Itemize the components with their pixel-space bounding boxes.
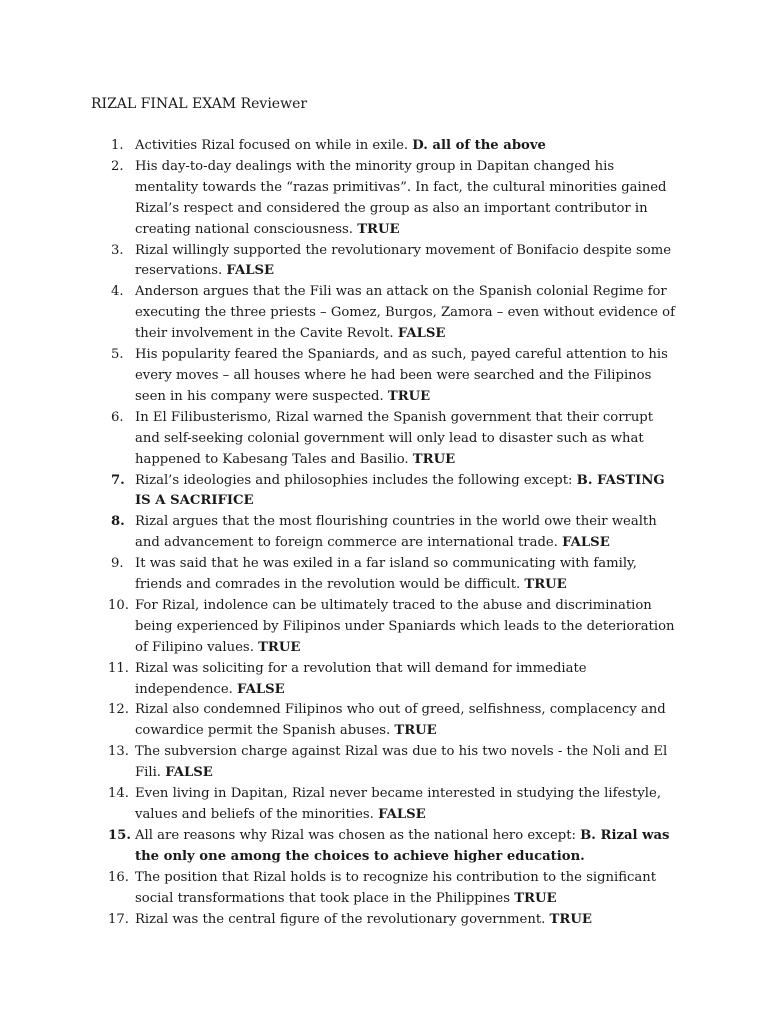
question-list (0, 136, 768, 930)
question-answer: B. FASTING IS A SACRIFICE (135, 472, 665, 509)
question-text: In El Filibusterismo, Rizal warned the Spanish government that their corrupt and self-seeking colonial government will only lead to disaster such as what happened to Kabesang Tales and Basilio. (135, 409, 654, 467)
question-answer: TRUE (549, 911, 592, 927)
question-item (0, 596, 675, 659)
question-text: The subversion charge against Rizal was due to his two novels - the Noli and El Fili. (135, 744, 668, 781)
question-answer: FALSE (165, 765, 213, 781)
question-number: 12. (108, 702, 129, 718)
question-item (0, 282, 675, 345)
question-text: Rizal also condemned Filipinos who out of greed, selfishness, complacency and cowardice permit the Spanish abuses. (135, 702, 666, 739)
question-item (0, 700, 675, 742)
question-number: 2. (111, 158, 124, 174)
question-item (0, 512, 675, 554)
question-item (0, 408, 675, 471)
question-answer: TRUE (412, 451, 456, 467)
question-answer: TRUE (258, 639, 301, 655)
question-answer: FALSE (226, 263, 275, 279)
question-item (0, 659, 675, 701)
question-text: Activities Rizal focused on while in exile. (135, 138, 413, 153)
question-number: 8. (111, 514, 125, 530)
question-number: 17. (108, 911, 129, 927)
question-answer: TRUE (524, 577, 567, 593)
question-number: 6. (111, 409, 124, 425)
question-number: 3. (111, 242, 124, 258)
question-text: Anderson argues that the Fili was an attack on the Spanish colonial Regime for executing the three priests – Gomez, Burgos, Zamora – even without evidence of their involvement in the Cavite Revolt. (135, 284, 675, 342)
question-answer: FALSE (237, 681, 285, 697)
question-text: For Rizal, indolence can be ultimately traced to the abuse and discrimination being experienced by Filipinos under Spaniards which leads to the deterioration of Filipino values. (135, 597, 675, 655)
question-text: Rizal argues that the most flourishing countries in the world owe their wealth and advancement to foreign commerce are international trade. (135, 514, 657, 551)
question-answer: TRUE (514, 890, 557, 906)
question-answer: TRUE (387, 388, 431, 404)
question-item (0, 345, 675, 408)
question-item (0, 868, 675, 910)
question-number: 16. (108, 869, 129, 885)
question-number: 1. (111, 138, 124, 153)
question-answer: TRUE (394, 723, 437, 739)
question-item (0, 157, 675, 241)
question-text: Rizal was soliciting for a revolution that will demand for immediate independence. (135, 660, 587, 697)
question-answer: B. Rizal was the only one among the choices to achieve higher education. (135, 827, 670, 864)
question-number: 9. (111, 556, 124, 572)
question-item (0, 136, 675, 157)
question-text: Rizal was the central figure of the revolutionary government. (135, 911, 550, 927)
question-text: It was said that he was exiled in a far island so communicating with family, friends and comrades in the revolution would be difficult. (135, 556, 637, 593)
question-item (0, 554, 675, 596)
question-number: 11. (108, 660, 129, 676)
question-answer: TRUE (357, 221, 400, 237)
question-item (0, 910, 675, 931)
question-text: Rizal’s ideologies and philosophies includes the following except: (135, 472, 577, 488)
question-item (0, 784, 675, 826)
question-answer: FALSE (397, 326, 446, 342)
question-item (0, 826, 675, 868)
question-text: His day-to-day dealings with the minority group in Dapitan changed his mentality towards the “razas primitivas”. In fact, the cultural minorities gained Rizal’s respect and considered the group as also an important contributor in creating national consciousness. (135, 158, 667, 237)
question-number: 7. (111, 472, 125, 488)
question-text: His popularity feared the Spaniards, and as such, payed careful attention to his every moves – all houses where he had been were searched and the Filipinos seen in his company were suspected. (135, 347, 668, 404)
question-number: 5. (111, 347, 124, 363)
question-text: All are reasons why Rizal was chosen as the national hero except: (135, 827, 581, 843)
question-number: 10. (108, 597, 129, 613)
question-item (0, 241, 675, 283)
question-answer: FALSE (378, 807, 426, 822)
document-title: RIZAL FINAL EXAM Reviewer (91, 96, 308, 112)
question-number: 14. (108, 786, 129, 802)
question-number: 13. (108, 744, 129, 760)
question-item (0, 742, 675, 784)
question-text: Even living in Dapitan, Rizal never became interested in studying the lifestyle, values and beliefs of the minorities. (135, 786, 662, 822)
question-text: The position that Rizal holds is to recognize his contribution to the significant social transformations that took place in the Philippines (135, 869, 657, 906)
question-text: Rizal willingly supported the revolutionary movement of Bonifacio despite some reservations. (135, 242, 672, 279)
question-item (0, 471, 675, 513)
question-answer: D. all of the above (412, 138, 546, 153)
question-answer: FALSE (562, 535, 610, 551)
question-number: 4. (111, 284, 124, 300)
question-number: 15. (108, 827, 131, 843)
